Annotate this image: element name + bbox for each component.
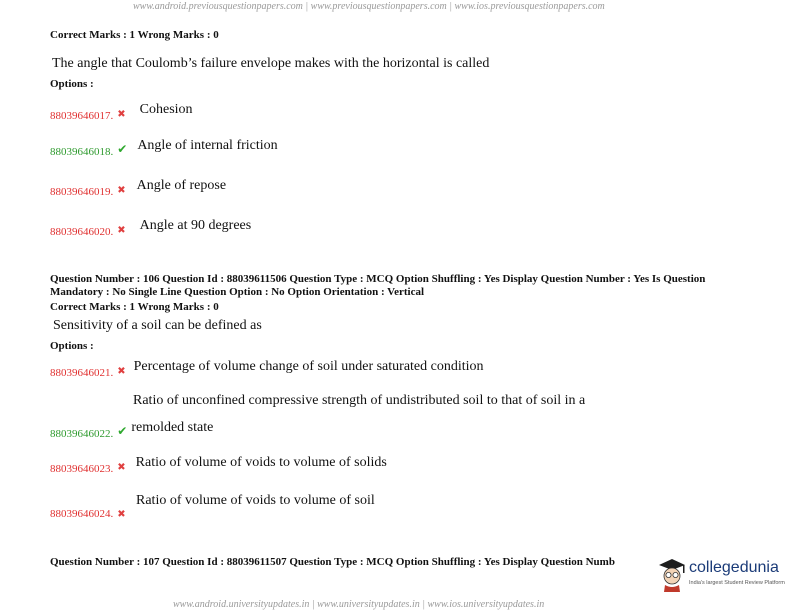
- question-header-line-1: Question Number : 106 Question Id : 88039611506 Question Type : MCQ Option Shuffling : Yes Display Question Number : Yes Is Question: [50, 273, 706, 285]
- wrong-icon: ✖: [117, 366, 126, 377]
- logo-wordmark: collegedunia: [689, 559, 779, 576]
- check-icon: ✔: [117, 142, 128, 156]
- wrong-icon: ✖: [117, 509, 126, 520]
- option-text: Ratio of volume of voids to volume of solids: [135, 455, 387, 470]
- wrong-icon: ✖: [117, 225, 126, 236]
- option-text-line-2: remolded state: [131, 420, 214, 435]
- collegedunia-logo: [656, 556, 786, 592]
- question-text: The angle that Coulomb’s failure envelope makes with the horizontal is called: [52, 56, 490, 71]
- option-text: Percentage of volume change of soil under saturated condition: [133, 359, 484, 374]
- option-row: [50, 176, 227, 198]
- watermark-top: www.android.previousquestionpapers.com | www.previousquestionpapers.com | www.ios.previousquestionpapers.com: [133, 1, 605, 12]
- option-row: [50, 453, 387, 475]
- watermark-bottom: www.android.universityupdates.in | www.universityupdates.in | www.ios.universityupdates.in: [173, 599, 545, 610]
- wrong-icon: ✖: [117, 185, 126, 196]
- option-row: [50, 418, 214, 440]
- option-text: Angle of internal friction: [137, 138, 278, 153]
- option-id: 88039646022.: [50, 428, 114, 440]
- option-text: Cohesion: [139, 102, 193, 117]
- option-id: 88039646024.: [50, 508, 114, 520]
- option-row: [50, 357, 484, 379]
- option-row: [50, 100, 193, 122]
- logo-tagline: India's largest Student Review Platform: [689, 580, 785, 586]
- option-row: [50, 504, 126, 522]
- option-id: 88039646020.: [50, 226, 114, 238]
- marks-line: Correct Marks : 1 Wrong Marks : 0: [50, 301, 219, 313]
- option-id: 88039646019.: [50, 186, 114, 198]
- graduate-mascot-icon: [656, 556, 688, 592]
- check-icon: ✔: [117, 424, 128, 438]
- option-row: [50, 216, 252, 238]
- question-header-line-2: Mandatory : No Single Line Question Option : No Option Orientation : Vertical: [50, 286, 425, 298]
- option-id: 88039646018.: [50, 146, 114, 158]
- option-id: 88039646017.: [50, 110, 114, 122]
- question-header-line-1: Question Number : 107 Question Id : 88039611507 Question Type : MCQ Option Shuffling : Yes Display Question Numb: [50, 556, 615, 568]
- options-label: Options :: [50, 78, 94, 90]
- marks-line: Correct Marks : 1 Wrong Marks : 0: [50, 29, 219, 41]
- option-text: Angle at 90 degrees: [139, 218, 252, 233]
- option-text: Angle of repose: [136, 178, 227, 193]
- option-text-line-1: Ratio of unconfined compressive strength of undistributed soil to that of soil in a: [133, 393, 586, 408]
- options-label: Options :: [50, 340, 94, 352]
- option-id: 88039646023.: [50, 463, 114, 475]
- wrong-icon: ✖: [117, 109, 126, 120]
- option-row: [50, 136, 278, 158]
- wrong-icon: ✖: [117, 462, 126, 473]
- question-text: Sensitivity of a soil can be defined as: [53, 318, 262, 333]
- option-text: Ratio of volume of voids to volume of soil: [136, 493, 375, 508]
- option-id: 88039646021.: [50, 367, 114, 379]
